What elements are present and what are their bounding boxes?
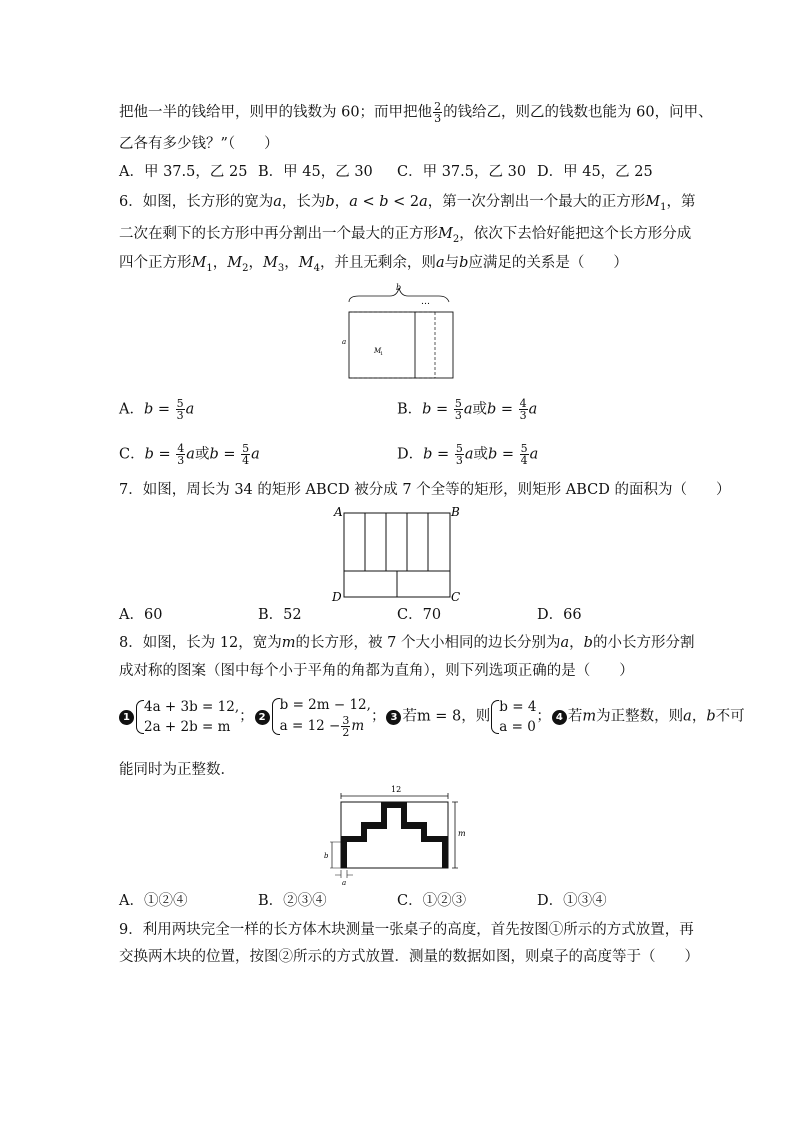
or-text: 或 xyxy=(472,401,487,418)
q6-b-label: B． xyxy=(397,401,423,418)
q8-system-3 xyxy=(490,697,536,737)
q7-label-a: A xyxy=(334,505,343,519)
q8-system-1 xyxy=(135,697,239,737)
q6-line2: 二次在剩下的长方形中再分割出一个最大的正方形$M_2$，依次下去恰好能把这个长方形分成 xyxy=(119,226,692,245)
s2-bot: a = 12 − xyxy=(279,718,341,734)
q6-line3: 四个正方形$M_1$，$M_2$，$M_3$，$M_4$，并且无剩余，则a与b应满足的关系是（ ） xyxy=(119,255,628,274)
s3-top: b = 4 xyxy=(499,698,537,715)
q7-line1: 7．如图，周长为 34 的矩形 ABCD 被分成 7 个全等的矩形，则矩形 ABCD 的面积为（ ） xyxy=(119,482,731,498)
q8-fig-m: m xyxy=(458,829,466,838)
q5-option-a[interactable]: A．甲 37.5，乙 25 xyxy=(119,164,248,180)
q8-fig-b: b xyxy=(324,852,329,860)
s3-bot: a = 0 xyxy=(499,718,536,735)
frac-num: 2 xyxy=(434,100,442,113)
frac: $\frac{4}{3}$ xyxy=(519,397,527,422)
frac-den: 3 xyxy=(434,112,442,125)
q6-figure xyxy=(335,282,455,382)
q6-option-b[interactable]: B．b = $\frac{5}{3}$ a或b = $\frac{4}{3}$ a xyxy=(397,397,538,422)
q6-t9: 与 xyxy=(444,255,460,271)
circle-1-icon: 1 xyxy=(119,710,134,725)
s1-top: 4a + 3b = 12, xyxy=(144,698,240,715)
q7-label-d: D xyxy=(332,590,342,604)
q8-t1: 8．如图，长为 12，宽为 xyxy=(119,635,282,651)
q6-t10: 应满足的关系是（ ） xyxy=(468,255,628,271)
q5-text-b: 的钱给乙，则乙的钱数也能为 60，问甲、 xyxy=(443,104,713,121)
q9-line1: 9．利用两块完全一样的长方体木块测量一张桌子的高度，首先按图①所示的方式放置，再 xyxy=(119,922,694,938)
q5-text-c: 乙各有多少钱？”（ ） xyxy=(119,136,279,152)
frac: $\frac{3}{2}$ xyxy=(342,714,350,739)
q8-system-2: b = 2m − 12, a = 12 − $\frac{3}{2}$ m xyxy=(271,695,371,738)
q8-option-c[interactable]: C．①②③ xyxy=(397,893,467,909)
or-text: 或 xyxy=(194,446,210,463)
q8-fig-12: 12 xyxy=(391,785,402,794)
q8-fig-a: a xyxy=(342,879,347,887)
q6-fig-m-label: M xyxy=(374,347,382,355)
q8-line2: 成对称的图案（图中每个小于平角的角都为直角），则下列选项正确的是（ ） xyxy=(119,663,634,679)
q6-option-d[interactable]: D．b = $\frac{5}{3}$ a或b = $\frac{5}{4}$ a xyxy=(397,442,539,467)
q6-t2: ，长为 xyxy=(281,194,326,210)
q6-c-label: C． xyxy=(119,446,145,463)
q6-fig-b-label: b xyxy=(396,283,402,292)
q6-fig-a-label: a xyxy=(342,338,347,346)
q7-option-a[interactable]: A．60 xyxy=(119,607,163,623)
q7-option-b[interactable]: B．52 xyxy=(258,607,302,623)
q6-t1: 6．如图，长方形的宽为 xyxy=(119,194,274,210)
q5-line2 xyxy=(119,134,279,154)
s4-end: 不可 xyxy=(715,708,745,725)
q6-t5: 二次在剩下的长方形中再分割出一个最大的正方形 xyxy=(119,226,438,242)
q6-fig-m-sub: 1 xyxy=(380,351,384,357)
circle-3-icon: 3 xyxy=(386,710,401,725)
q8-option-a[interactable]: A．①②④ xyxy=(119,893,188,909)
q6-t8: ，并且无剩余，则 xyxy=(319,255,436,271)
q7-option-d[interactable]: D．66 xyxy=(537,607,582,623)
q6-t6: ，依次下去恰好能把这个长方形分成 xyxy=(459,226,692,242)
q8-line1: 8．如图，长为 12，宽为m的长方形，被 7 个大小相同的边长分别为a，b的小长方形分割 xyxy=(119,635,695,651)
q8-option-b[interactable]: B．②③④ xyxy=(258,893,327,909)
q8-t3: 的小长方形分割 xyxy=(592,635,695,651)
q6-a-label: A． xyxy=(119,401,144,418)
s2-top: b = 2m − 12, xyxy=(279,697,371,713)
q7-option-c[interactable]: C．70 xyxy=(397,607,442,623)
frac: $\frac{5}{4}$ xyxy=(520,442,528,467)
q9-line2: 交换两木块的位置，按图②所示的方式放置．测量的数据如图，则桌子的高度等于（ ） xyxy=(119,949,699,965)
q6-t3: ，第一次分割出一个最大的正方形 xyxy=(427,194,646,210)
q5-option-b[interactable]: B．甲 45，乙 30 xyxy=(258,164,373,180)
s3-if: 若 xyxy=(402,708,417,725)
q6-fig-dots: … xyxy=(421,297,430,307)
q8-option-d[interactable]: D．①③④ xyxy=(537,893,607,909)
q7-label-b: B xyxy=(451,505,460,519)
frac: $\frac{5}{4}$ xyxy=(242,442,250,467)
frac: $\frac{4}{3}$ xyxy=(177,442,185,467)
q6-t7: 四个正方形 xyxy=(119,255,192,271)
q6-option-c[interactable]: C．b = $\frac{4}{3}$ a或b = $\frac{5}{4}$ a xyxy=(119,442,260,467)
frac: $\frac{5}{3}$ xyxy=(454,397,462,422)
q7-label-c: C xyxy=(451,590,461,604)
circle-4-icon: 4 xyxy=(552,710,567,725)
or-text: 或 xyxy=(473,446,488,463)
s4-text: 为正整数，则 xyxy=(596,708,684,725)
q6-line1: 6．如图，长方形的宽为a，长为b，a < b < 2a，第一次分割出一个最大的正方形$M_1$，第 xyxy=(119,194,696,213)
q6-option-a[interactable]: A．b = $\frac{5}{3}$ a xyxy=(119,397,195,422)
q6-d-label: D． xyxy=(397,446,424,463)
q8-t2: 的长方形，被 7 个大小相同的边长分别为 xyxy=(295,635,561,651)
frac: $\frac{5}{3}$ xyxy=(176,397,184,422)
q5-option-c[interactable]: C．甲 37.5，乙 30 xyxy=(397,164,527,180)
s3-eq: m = 8 xyxy=(416,708,462,725)
q5-fraction xyxy=(433,101,442,124)
q8-statements: 1 4a + 3b = 12, 2a + 2b = m ； 2 b = 2m − 12, a = 12 − $\frac{3}{2}$ m ； 3 若m = 8，则 b = 4 a = 0 ； 4 若m为正整数，则a，b不可 xyxy=(118,695,745,749)
q5-line1 xyxy=(119,101,713,124)
frac: $\frac{5}{3}$ xyxy=(455,442,463,467)
s4-if: 若 xyxy=(567,708,583,725)
q5-text-a: 把他一半的钱给甲，则甲的钱数为 60；而甲把他 xyxy=(119,104,433,121)
q8-figure xyxy=(320,782,470,887)
q5-option-d[interactable]: D．甲 45，乙 25 xyxy=(537,164,653,180)
q7-figure xyxy=(330,505,465,605)
q8-line4: 能同时为正整数． xyxy=(119,762,235,778)
s3-then: ，则 xyxy=(461,708,491,725)
circle-2-icon: 2 xyxy=(255,710,270,725)
s1-bot: 2a + 2b = m xyxy=(144,718,231,735)
q6-t4: ，第 xyxy=(666,194,696,210)
